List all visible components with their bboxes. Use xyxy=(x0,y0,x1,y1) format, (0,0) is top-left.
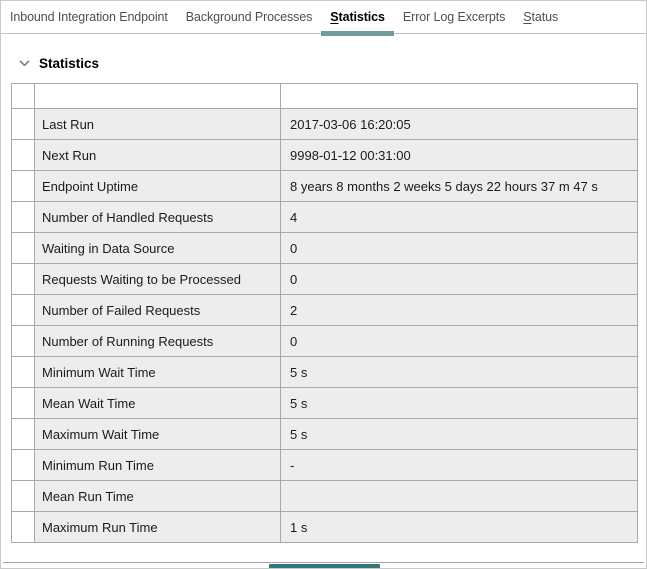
row-value: 5 s xyxy=(281,419,638,450)
row-value: 5 s xyxy=(281,388,638,419)
row-label: Number of Failed Requests xyxy=(35,295,281,326)
table-row[interactable] xyxy=(12,481,638,512)
horizontal-scrollbar-track xyxy=(3,562,644,563)
row-value: 9998-01-12 00:31:00 xyxy=(281,140,638,171)
table-row[interactable] xyxy=(12,140,638,171)
table-row[interactable] xyxy=(12,450,638,481)
tab-label: Error Log Excerpts xyxy=(402,10,506,24)
row-selector-cell[interactable] xyxy=(12,233,35,264)
row-selector-cell[interactable] xyxy=(12,140,35,171)
statistics-table xyxy=(11,83,638,543)
row-selector-cell[interactable] xyxy=(12,357,35,388)
row-selector-cell[interactable] xyxy=(12,388,35,419)
row-selector-cell[interactable] xyxy=(12,512,35,543)
table-row[interactable] xyxy=(12,295,638,326)
row-label: Requests Waiting to be Processed xyxy=(35,264,281,295)
row-value: 2017-03-06 16:20:05 xyxy=(281,109,638,140)
row-label: Next Run xyxy=(35,140,281,171)
header-cell-value xyxy=(281,84,638,109)
row-label: Maximum Wait Time xyxy=(35,419,281,450)
row-value: 5 s xyxy=(281,357,638,388)
tab-label: Background Processes xyxy=(185,10,313,24)
tab-bar xyxy=(1,1,646,34)
row-value: - xyxy=(281,450,638,481)
table-row[interactable] xyxy=(12,264,638,295)
row-value: 8 years 8 months 2 weeks 5 days 22 hours 37 m 47 s xyxy=(281,171,638,202)
tab-access-key: S xyxy=(523,10,532,24)
row-selector-cell[interactable] xyxy=(12,326,35,357)
row-value xyxy=(281,481,638,512)
row-label: Number of Running Requests xyxy=(35,326,281,357)
row-value: 0 xyxy=(281,326,638,357)
table-row[interactable] xyxy=(12,233,638,264)
row-selector-cell[interactable] xyxy=(12,109,35,140)
table-row[interactable] xyxy=(12,388,638,419)
row-selector-cell[interactable] xyxy=(12,171,35,202)
table-row[interactable] xyxy=(12,419,638,450)
row-value: 2 xyxy=(281,295,638,326)
tab-inbound-integration-endpoint[interactable] xyxy=(1,1,177,33)
table-row[interactable] xyxy=(12,109,638,140)
table-row[interactable] xyxy=(12,512,638,543)
table-row[interactable] xyxy=(12,202,638,233)
row-selector-cell[interactable] xyxy=(12,295,35,326)
section-header-statistics[interactable] xyxy=(19,54,99,72)
tab-label: tatus xyxy=(531,10,559,24)
tab-label: Inbound Integration Endpoint xyxy=(10,10,168,24)
row-label: Endpoint Uptime xyxy=(35,171,281,202)
chevron-down-icon[interactable] xyxy=(19,60,30,67)
row-label: Waiting in Data Source xyxy=(35,233,281,264)
table-header-row xyxy=(12,84,638,109)
table-row[interactable] xyxy=(12,357,638,388)
row-value: 1 s xyxy=(281,512,638,543)
table-row[interactable] xyxy=(12,171,638,202)
row-value: 4 xyxy=(281,202,638,233)
row-label: Minimum Run Time xyxy=(35,450,281,481)
row-label: Mean Run Time xyxy=(35,481,281,512)
section-title: Statistics xyxy=(39,55,100,71)
tab-status[interactable] xyxy=(514,1,567,33)
row-selector-cell[interactable] xyxy=(12,481,35,512)
table-row[interactable] xyxy=(12,326,638,357)
row-label: Maximum Run Time xyxy=(35,512,281,543)
row-label: Mean Wait Time xyxy=(35,388,281,419)
row-label: Last Run xyxy=(35,109,281,140)
row-value: 0 xyxy=(281,233,638,264)
row-label: Number of Handled Requests xyxy=(35,202,281,233)
horizontal-scrollbar-thumb[interactable] xyxy=(269,564,380,569)
header-cell-selector xyxy=(12,84,35,109)
row-selector-cell[interactable] xyxy=(12,202,35,233)
tab-background-processes[interactable] xyxy=(177,1,322,33)
tab-access-key: S xyxy=(330,10,339,24)
tab-statistics[interactable] xyxy=(321,1,394,33)
row-selector-cell[interactable] xyxy=(12,264,35,295)
tab-label: tatistics xyxy=(338,10,385,24)
tab-error-log-excerpts[interactable] xyxy=(394,1,514,33)
row-value: 0 xyxy=(281,264,638,295)
row-selector-cell[interactable] xyxy=(12,450,35,481)
header-cell-label xyxy=(35,84,281,109)
row-label: Minimum Wait Time xyxy=(35,357,281,388)
row-selector-cell[interactable] xyxy=(12,419,35,450)
